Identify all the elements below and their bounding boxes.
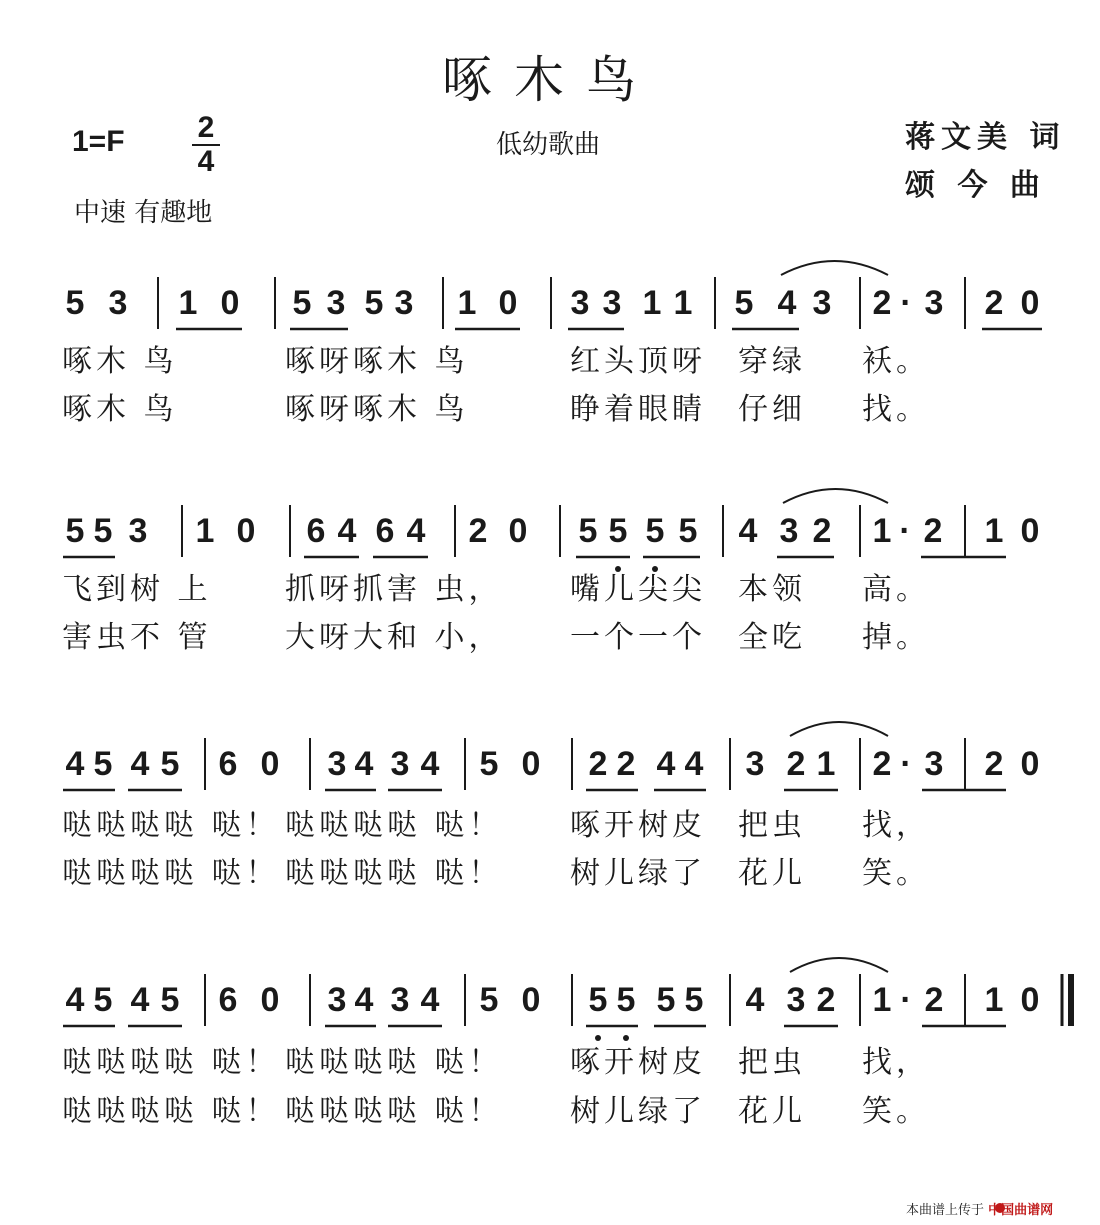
slur-arc <box>790 958 888 972</box>
lyric-segment: 啄呀啄木 鸟 <box>285 392 469 427</box>
note: 3 <box>108 284 128 322</box>
lyric-segment: 害虫不 管 <box>62 620 212 655</box>
note: 2 <box>786 745 806 783</box>
lyric-segment: 飞到树 上 <box>62 572 212 607</box>
footer-brand: 中国曲谱网 <box>988 1203 1054 1218</box>
lyric-segment: 袄。 <box>862 344 930 379</box>
note: 5 <box>678 512 698 550</box>
note: 3 <box>394 284 414 322</box>
note: 1 <box>816 745 836 783</box>
note: 3 <box>602 284 622 322</box>
note: 3 <box>779 512 799 550</box>
note: 1 <box>872 981 892 1019</box>
note: 5 <box>160 745 180 783</box>
lyric-segment: 哒哒哒哒 哒！ <box>62 856 280 891</box>
note: 1 <box>984 981 1004 1019</box>
dotted-note-dot: · <box>900 284 912 322</box>
lyric-segment: 嘴儿尖尖 <box>570 572 706 607</box>
note: 2 <box>812 512 832 550</box>
lyric-segment: 啄呀啄木 鸟 <box>285 344 469 379</box>
note: 5 <box>616 981 636 1019</box>
lyric-segment: 哒哒哒哒 哒！ <box>62 1045 280 1080</box>
lyric-segment: 哒哒哒哒 哒！ <box>62 808 280 843</box>
note: 6 <box>218 981 238 1019</box>
lyric-segment: 花儿 <box>738 1094 806 1129</box>
lyric-segment: 仔细 <box>738 392 806 427</box>
note: 3 <box>924 745 944 783</box>
note: 5 <box>578 512 598 550</box>
note: 5 <box>645 512 665 550</box>
lyric-segment: 哒哒哒哒 哒！ <box>285 1094 503 1129</box>
note: 5 <box>656 981 676 1019</box>
note: 0 <box>260 745 280 783</box>
note: 1 <box>457 284 477 322</box>
note: 4 <box>65 745 85 783</box>
time-bottom: 4 <box>197 145 215 178</box>
note: 5 <box>93 981 113 1019</box>
note: 4 <box>65 981 85 1019</box>
lyricist-credit: 蒋文美 词 <box>905 120 1066 155</box>
note: 2 <box>616 745 636 783</box>
note: 0 <box>1020 512 1040 550</box>
note: 4 <box>354 981 374 1019</box>
note: 2 <box>923 512 943 550</box>
note: 1 <box>178 284 198 322</box>
lyric-segment: 睁着眼睛 <box>570 392 706 427</box>
note: 5 <box>160 981 180 1019</box>
lyric-segment: 把虫 <box>738 1045 806 1080</box>
lyric-segment: 树儿绿了 <box>570 1094 706 1129</box>
lyric-segment: 啄木 鸟 <box>62 344 178 379</box>
note: 4 <box>420 981 440 1019</box>
note: 0 <box>1020 284 1040 322</box>
lyric-segment: 一个一个 <box>570 620 706 655</box>
lyric-segment: 找， <box>862 808 930 843</box>
note: 1 <box>673 284 693 322</box>
note: 2 <box>872 284 892 322</box>
note: 3 <box>924 284 944 322</box>
note: 2 <box>468 512 488 550</box>
note: 3 <box>326 284 346 322</box>
note: 2 <box>816 981 836 1019</box>
key-signature: 1=F <box>72 125 125 158</box>
note: 3 <box>128 512 148 550</box>
lyric-segment: 把虫 <box>738 808 806 843</box>
note: 5 <box>93 745 113 783</box>
note: 5 <box>608 512 628 550</box>
note: 2 <box>984 284 1004 322</box>
note: 3 <box>745 745 765 783</box>
note: 3 <box>327 981 347 1019</box>
note: 3 <box>327 745 347 783</box>
note: 2 <box>984 745 1004 783</box>
slur-arc <box>790 722 888 736</box>
slur-arc <box>781 261 888 275</box>
footer-prefix: 本曲谱上传于 <box>906 1203 985 1218</box>
lyric-segment: 啄开树皮 <box>570 1045 706 1080</box>
note: 4 <box>777 284 797 322</box>
note: 1 <box>984 512 1004 550</box>
note: 4 <box>406 512 426 550</box>
note: 5 <box>65 512 85 550</box>
note: 4 <box>738 512 758 550</box>
lyric-segment: 花儿 <box>738 856 806 891</box>
final-barline-thick <box>1068 974 1074 1026</box>
note: 5 <box>479 745 499 783</box>
note: 4 <box>354 745 374 783</box>
note: 4 <box>745 981 765 1019</box>
note: 0 <box>1020 981 1040 1019</box>
low-octave-dot <box>652 566 658 572</box>
lyric-segment: 啄开树皮 <box>570 808 706 843</box>
note: 0 <box>498 284 518 322</box>
note: 5 <box>93 512 113 550</box>
lyric-segment: 红头顶呀 <box>570 344 706 379</box>
note: 3 <box>570 284 590 322</box>
note: 0 <box>220 284 240 322</box>
note: 1 <box>872 512 892 550</box>
note: 4 <box>656 745 676 783</box>
lyric-segment: 大呀大和 小， <box>285 620 503 655</box>
lyric-segment: 啄木 鸟 <box>62 392 178 427</box>
note: 4 <box>130 745 150 783</box>
note: 0 <box>521 745 541 783</box>
note: 3 <box>390 981 410 1019</box>
note: 5 <box>684 981 704 1019</box>
genre-label: 低幼歌曲 <box>496 130 601 160</box>
lyric-segment: 哒哒哒哒 哒！ <box>285 1045 503 1080</box>
song-title: 啄木鸟 <box>442 51 658 109</box>
note: 1 <box>195 512 215 550</box>
lyric-segment: 找。 <box>862 392 930 427</box>
slur-arc <box>783 489 888 503</box>
low-octave-dot <box>615 566 621 572</box>
footer <box>906 1199 1053 1218</box>
note: 1 <box>642 284 662 322</box>
note: 6 <box>375 512 395 550</box>
note: 6 <box>306 512 326 550</box>
low-octave-dot <box>595 1035 601 1041</box>
note: 5 <box>292 284 312 322</box>
lyric-segment: 掉。 <box>862 620 930 655</box>
dotted-note-dot: · <box>900 981 912 1019</box>
lyric-segment: 哒哒哒哒 哒！ <box>62 1094 280 1129</box>
note: 2 <box>872 745 892 783</box>
note: 0 <box>236 512 256 550</box>
note: 4 <box>130 981 150 1019</box>
note: 5 <box>65 284 85 322</box>
note: 0 <box>521 981 541 1019</box>
note: 2 <box>924 981 944 1019</box>
lyric-segment: 本领 <box>738 572 806 607</box>
note: 5 <box>479 981 499 1019</box>
note: 3 <box>390 745 410 783</box>
lyric-segment: 穿绿 <box>738 344 806 379</box>
dotted-note-dot: · <box>900 745 912 783</box>
lyric-segment: 抓呀抓害 虫， <box>285 572 503 607</box>
note: 2 <box>588 745 608 783</box>
dotted-note-dot: · <box>899 512 911 550</box>
time-top: 2 <box>197 111 215 144</box>
lyric-segment: 全吃 <box>738 620 806 655</box>
note: 4 <box>337 512 357 550</box>
lyric-segment: 树儿绿了 <box>570 856 706 891</box>
note: 5 <box>734 284 754 322</box>
note: 3 <box>786 981 806 1019</box>
note: 4 <box>420 745 440 783</box>
note: 4 <box>684 745 704 783</box>
tempo-marking: 中速 有趣地 <box>74 198 213 228</box>
lyric-segment: 笑。 <box>862 856 930 891</box>
lyric-segment: 笑。 <box>862 1094 930 1129</box>
low-octave-dot <box>623 1035 629 1041</box>
lyric-segment: 哒哒哒哒 哒！ <box>285 856 503 891</box>
note: 0 <box>260 981 280 1019</box>
lyric-segment: 高。 <box>862 572 930 607</box>
note: 3 <box>812 284 832 322</box>
note: 5 <box>364 284 384 322</box>
note: 6 <box>218 745 238 783</box>
note: 5 <box>588 981 608 1019</box>
lyric-segment: 找， <box>862 1045 930 1080</box>
note: 0 <box>508 512 528 550</box>
composer-credit: 颂 今 曲 <box>905 168 1046 203</box>
note: 0 <box>1020 745 1040 783</box>
lyric-segment: 哒哒哒哒 哒！ <box>285 808 503 843</box>
